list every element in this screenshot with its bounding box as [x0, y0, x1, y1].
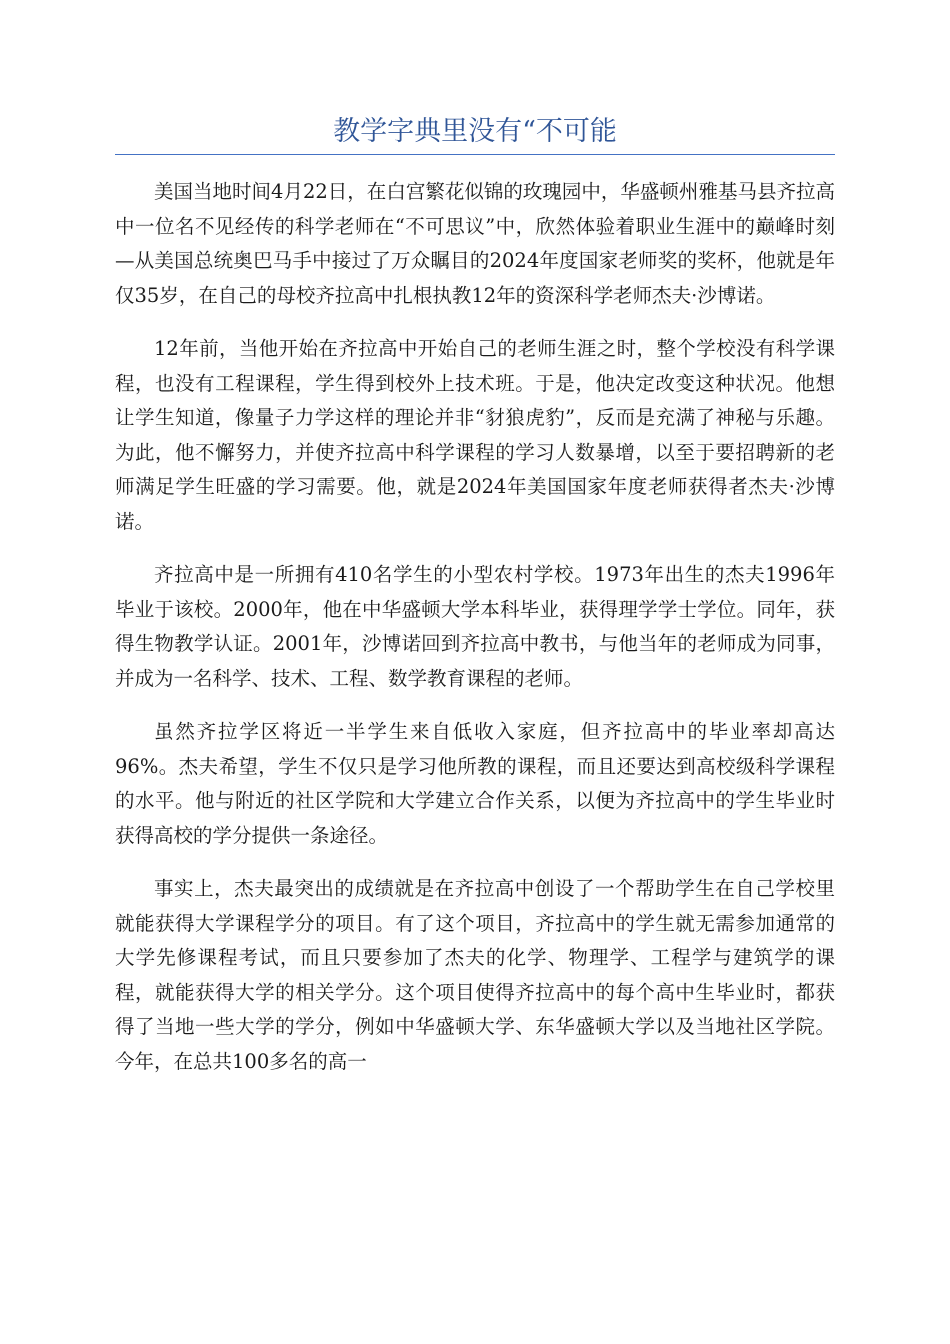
paragraph-5: 事实上，杰夫最突出的成绩就是在齐拉高中创设了一个帮助学生在自己学校里就能获得大学课程学分的项目。有了这个项目，齐拉高中的学生就无需参加通常的大学先修课程考试，而且只要参加了杰夫的化学、物理学、工程学与建筑学的课程，就能获得大学的相关学分。这个项目使得齐拉高中的每个高中生毕业时，都获得了当地一些大学的学分，例如中华盛顿大学、东华盛顿大学以及当地社区学院。今年，在总共100多名的高一 — [115, 877, 835, 1073]
paragraph-1: 美国当地时间4月22日，在白宫繁花似锦的玫瑰园中，华盛顿州雅基马县齐拉高中一位名不见经传的科学老师在“不可思议”中，欣然体验着职业生涯中的巅峰时刻—从美国总统奥巴马手中接过了万众瞩目的2024年度国家老师奖的奖杯，他就是年仅35岁，在自己的母校齐拉高中扎根执教12年的资深科学老师杰夫·沙博诺。 — [115, 180, 835, 307]
document-body — [115, 175, 835, 1098]
paragraph-4: 虽然齐拉学区将近一半学生来自低收入家庭，但齐拉高中的毕业率却高达96%。杰夫希望，学生不仅只是学习他所教的课程，而且还要达到高校级科学课程的水平。他与附近的社区学院和大学建立合作关系，以便为齐拉高中的学生毕业时获得高校的学分提供一条途径。 — [115, 720, 835, 847]
title-underline — [115, 154, 835, 155]
document-title: 教学字典里没有“不可能 — [333, 116, 617, 147]
paragraph-3: 齐拉高中是一所拥有410名学生的小型农村学校。1973年出生的杰夫1996年毕业于该校。2000年，他在中华盛顿大学本科毕业，获得理学学士学位。同年，获得生物教学认证。2001年，沙博诺回到齐拉高中教书，与他当年的老师成为同事，并成为一名科学、技术、工程、数学教育课程的老师。 — [115, 563, 835, 690]
paragraph-2: 12年前，当他开始在齐拉高中开始自己的老师生涯之时，整个学校没有科学课程，也没有工程课程，学生得到校外上技术班。于是，他决定改变这种状况。他想让学生知道，像量子力学这样的理论并非“豺狼虎豹”，反而是充满了神秘与乐趣。为此，他不懈努力，并使齐拉高中科学课程的学习人数暴增，以至于要招聘新的老师满足学生旺盛的学习需要。他，就是2024年美国国家年度老师获得者杰夫·沙博诺。 — [115, 337, 835, 533]
